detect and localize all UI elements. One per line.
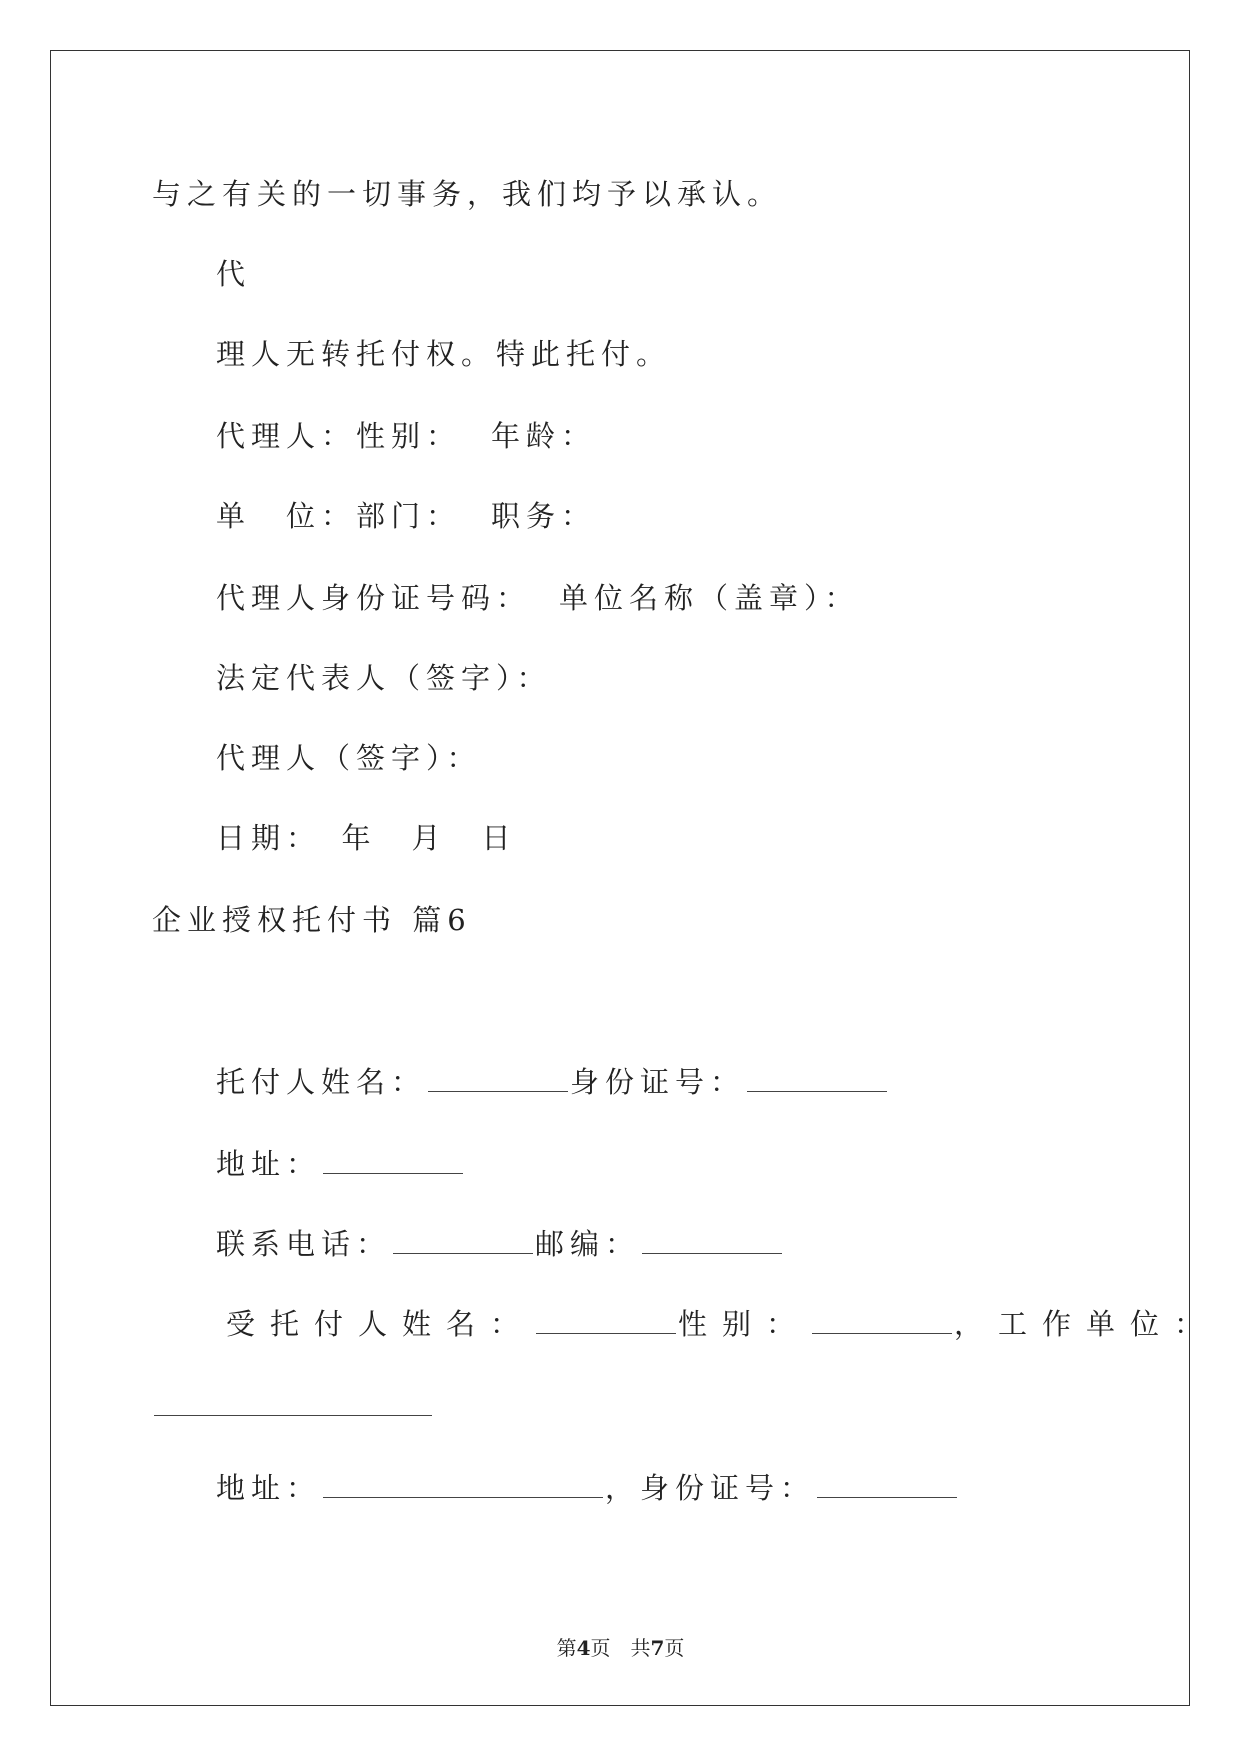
legal-rep-signature-line: 法定代表人（签字）： [216,661,552,695]
section-title: 企业授权托付书 篇6 [152,903,472,937]
agent-signature-line: 代理人（签字）： [216,741,482,775]
principal-id-blank[interactable] [747,1065,887,1092]
age-label: 年龄： [491,419,597,453]
date-line: 日期： 年 月 日 [216,821,517,855]
page-footer [0,1632,1241,1661]
phone-label: 联系电话： [216,1227,392,1261]
principal-id-label: 身份证号： [570,1065,746,1099]
agent-id-label: 代理人身份证号码： [216,581,532,615]
footer-suffix: 页 [664,1636,685,1660]
duty-label: 职务： [491,499,597,533]
workplace-label: 工作单位： [998,1307,1219,1341]
principal-address-label: 地址： [216,1147,322,1181]
footer-prefix: 第 [556,1636,577,1660]
footer-total-pages: 7 [650,1636,665,1660]
agent-address-blank[interactable] [323,1471,603,1498]
agent-gender-age-line [216,418,596,454]
page-border [50,50,1190,1706]
principal-address-line [216,1146,465,1182]
agent-name-blank[interactable] [536,1307,676,1334]
agent-address-id-line [216,1470,959,1506]
text-line-2: 代 [216,257,252,291]
unit-dept-label: 单 位：部门： [216,499,462,533]
agent-id-unit-line [216,580,860,616]
principal-address-blank[interactable] [323,1147,463,1174]
postcode-blank[interactable] [642,1227,782,1254]
gender-label: 性别： [678,1307,811,1341]
principal-name-id-line [216,1064,889,1100]
text-line-1: 与之有关的一切事务，我们均予以承认。 [152,177,783,211]
workplace-blank-line [152,1388,434,1424]
agent-id-label-2: ，身份证号： [605,1471,816,1505]
principal-name-blank[interactable] [428,1065,568,1092]
agent-id-blank[interactable] [817,1471,957,1498]
agent-name-gender-work-line [226,1306,1218,1342]
comma: ， [954,1307,999,1341]
agent-gender-label: 代理人：性别： [216,419,462,453]
agent-address-label: 地址： [216,1471,322,1505]
unit-name-label: 单位名称（盖章）： [559,581,860,615]
footer-mid: 页 共 [590,1636,651,1660]
unit-dept-duty-line [216,498,596,534]
phone-postcode-line [216,1226,784,1262]
gender-blank[interactable] [812,1307,952,1334]
phone-blank[interactable] [393,1227,533,1254]
principal-name-label: 托付人姓名： [216,1065,427,1099]
footer-page-number: 4 [576,1636,591,1660]
text-line-3: 理人无转托付权。特此托付。 [216,337,672,371]
postcode-label: 邮编： [535,1227,641,1261]
workplace-blank[interactable] [154,1389,432,1416]
agent-name-label: 受托付人姓名： [226,1307,535,1341]
